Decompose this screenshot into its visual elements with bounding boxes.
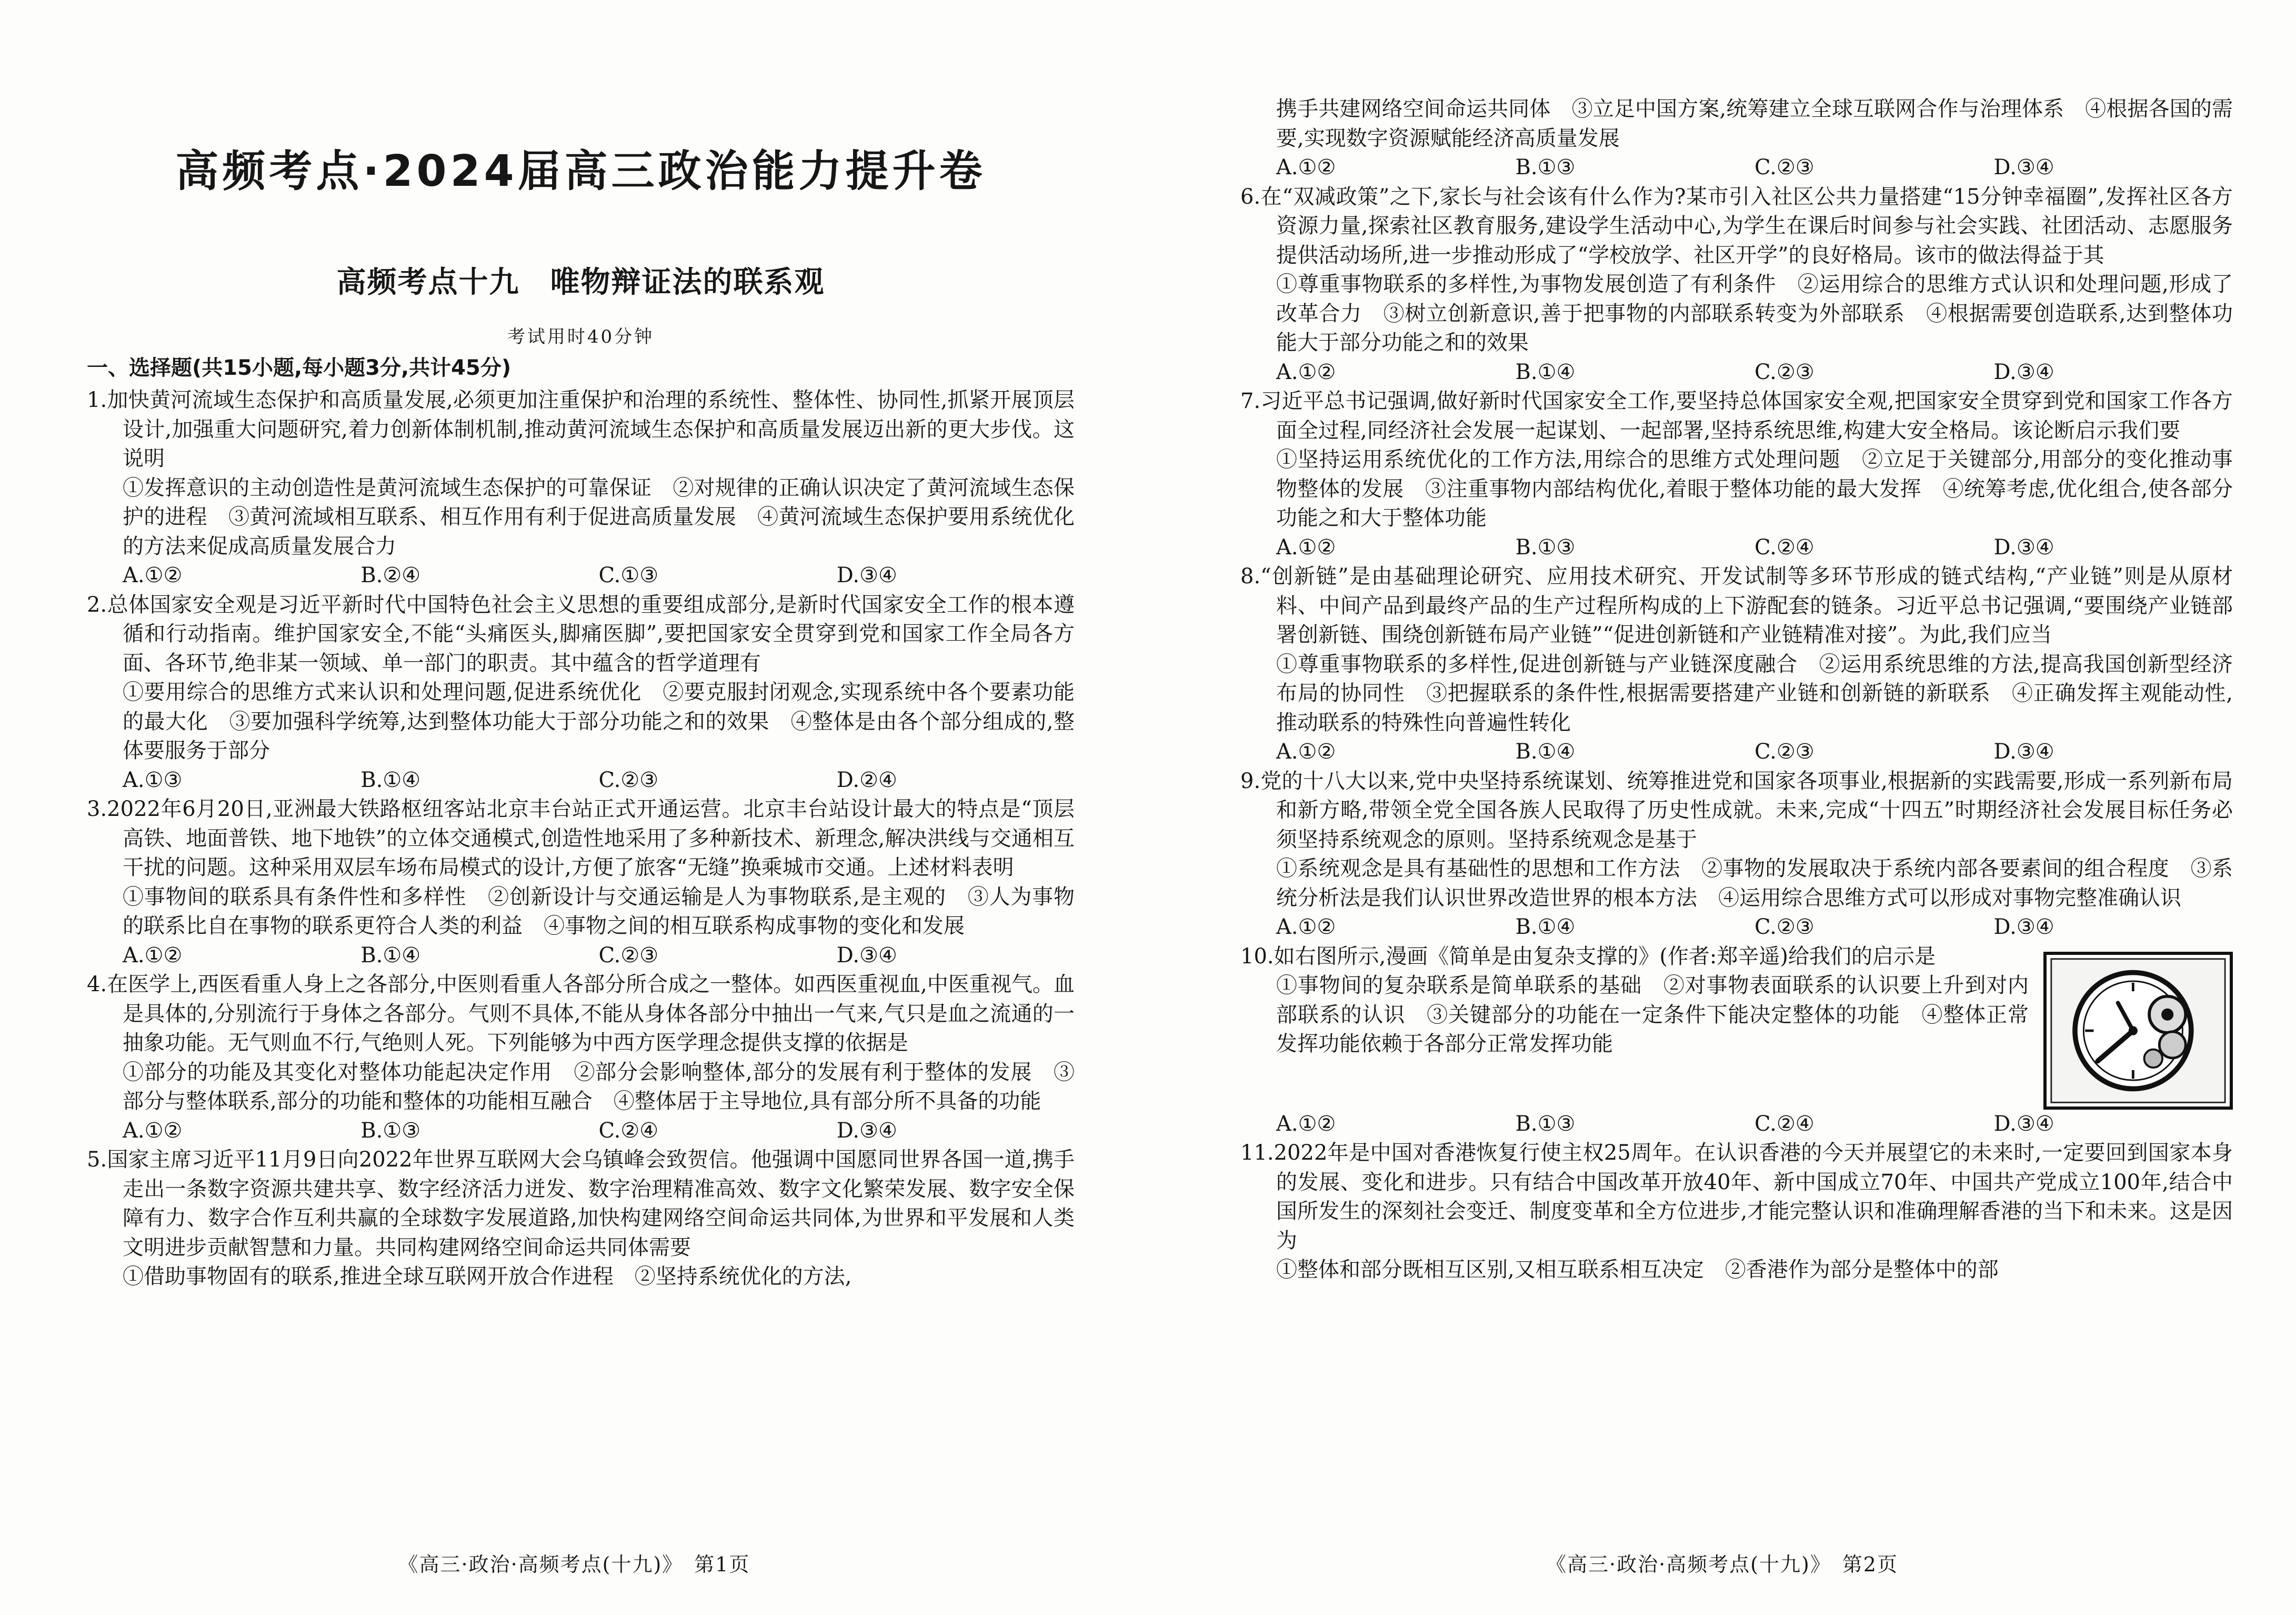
question-statements: ①整体和部分既相互区别,又相互联系相互决定 ②香港作为部分是整体中的部 <box>1276 1258 1999 1282</box>
option-c: C.②③ <box>598 767 659 792</box>
question-stem: 10.如右图所示,漫画《简单是由复杂支撑的》(作者:郑辛遥)给我们的启示是 <box>1240 944 1936 969</box>
option-d: D.③④ <box>836 563 897 587</box>
answer-options <box>1240 533 2233 563</box>
page-footer: 《高三·政治·高频考点(十九)》 第1页 <box>398 1553 750 1576</box>
option-b: B.①④ <box>1515 740 1576 764</box>
option-d: D.③④ <box>836 943 897 968</box>
question-3 <box>87 795 1075 970</box>
option-a: A.①② <box>123 563 183 587</box>
option-b: B.①④ <box>360 767 421 792</box>
option-b: B.①③ <box>1515 535 1576 560</box>
answer-options <box>1240 913 2233 942</box>
question-10-body <box>1240 942 2233 1110</box>
option-a: A.①② <box>123 943 183 968</box>
option-d: D.②④ <box>836 767 897 792</box>
option-d: D.③④ <box>1993 360 2054 384</box>
option-a: A.①② <box>1276 360 1336 384</box>
option-a: A.①② <box>1276 740 1336 764</box>
option-d: D.③④ <box>1993 1111 2054 1136</box>
option-d: D.③④ <box>1993 155 2054 180</box>
option-c: C.②③ <box>1754 915 1814 939</box>
question-stem: 8.“创新链”是由基础理论研究、应用技术研究、开发试制等多环节形成的链式结构,“产业链”则是从原材料、中间产品到最终产品的生产过程所构成的上下游配套的链条。习近平总书记强调,“要围绕产业链部署创新链、围绕创新链布局产业链”“促进创新链和产业链精准对接”。为此,我们应当 <box>1240 564 2233 647</box>
option-a: A.①② <box>123 1118 183 1143</box>
answer-options <box>87 766 1075 795</box>
question-statements: ①发挥意识的主动创造性是黄河流域生态保护的可靠保证 ②对规律的正确认识决定了黄河流域生态保护的进程 ③黄河流域相互联系、相互作用有利于促进高质量发展 ④黄河流域生态保护要用系统优化的方法来促成高质量发展合力 <box>123 475 1075 559</box>
question-statements: 携手共建网络空间命运共同体 ③立足中国方案,统筹建立全球互联网合作与治理体系 ④根据各国的需要,实现数字资源赋能经济高质量发展 <box>1276 97 2233 151</box>
option-d: D.③④ <box>1993 915 2054 939</box>
question-5 <box>87 1145 1075 1292</box>
option-b: B.①③ <box>360 1118 421 1143</box>
question-stem: 5.国家主席习近平11月9日向2022年世界互联网大会乌镇峰会致贺信。他强调中国愿同世界各国一道,携手走出一条数字资源共建共享、数字经济活力迸发、数字治理精准高效、数字文化繁荣发展、数字安全保障有力、数字合作互利共赢的全球数字发展道路,加快构建网络空间命运共同体,为世界和平发展和人类文明进步贡献智慧和力量。共同构建网络空间命运共同体需要 <box>87 1148 1075 1260</box>
question-statements: ①尊重事物联系的多样性,促进创新链与产业链深度融合 ②运用系统思维的方法,提高我国创新型经济布局的协同性 ③把握联系的条件性,根据需要搭建产业链和创新链的新联系 ④正确发挥主观能动性,推动联系的特殊性向普遍性转化 <box>1276 652 2233 735</box>
question-stem: 7.习近平总书记强调,做好新时代国家安全工作,要坚持总体国家安全观,把国家安全贯穿到党和国家工作各方面全过程,同经济社会发展一起谋划、一起部署,坚持系统思维,构建大安全格局。该论断启示我们要 <box>1240 389 2233 443</box>
option-b: B.①④ <box>1515 360 1576 384</box>
option-d: D.③④ <box>1993 535 2054 560</box>
question-5-continued <box>1240 95 2233 183</box>
option-b: B.②④ <box>360 563 421 587</box>
answer-options <box>1240 737 2233 767</box>
question-statements: ①尊重事物联系的多样性,为事物发展创造了有利条件 ②运用综合的思维方式认识和处理问题,形成了改革合力 ③树立创新意识,善于把事物的内部联系转变为外部联系 ④根据需要创造联系,达到整体功能大于部分功能之和的效果 <box>1276 272 2233 355</box>
answer-options <box>87 1116 1075 1146</box>
question-1 <box>87 386 1075 591</box>
answer-options <box>1240 1110 2233 1139</box>
question-statements: ①借助事物固有的联系,推进全球互联网开放合作进程 ②坚持系统优化的方法, <box>123 1264 852 1289</box>
question-stem: 1.加快黄河流域生态保护和高质量发展,必须更加注重保护和治理的系统性、整体性、协同性,抓紧开展顶层设计,加强重大问题研究,着力创新体制机制,推动黄河流域生态保护和高质量发展迈出新的更大步伐。这说明 <box>87 388 1075 471</box>
answer-options <box>1240 358 2233 387</box>
page-2 <box>1148 0 2296 1615</box>
question-stem: 2.总体国家安全观是习近平新时代中国特色社会主义思想的重要组成部分,是新时代国家安全工作的根本遵循和行动指南。维护国家安全,不能“头痛医头,脚痛医脚”,要把国家安全贯穿到党和国家工作全局各方面、各环节,绝非某一领域、单一部门的职责。其中蕴含的哲学道理有 <box>87 592 1075 675</box>
question-9 <box>1240 767 2233 942</box>
topic-subtitle: 高频考点十九 唯物辩证法的联系观 <box>336 265 825 300</box>
question-10 <box>1240 942 2233 1139</box>
option-b: B.①④ <box>360 943 421 968</box>
question-stem: 6.在“双减政策”之下,家长与社会该有什么作为?某市引入社区公共力量搭建“15分钟幸福圈”,发挥社区各方资源力量,探索社区教育服务,建设学生活动中心,为学生在课后时间参与社会实践、社团活动、志愿服务提供活动场所,进一步推动形成了“学校放学、社区开学”的良好格局。该市的做法得益于其 <box>1240 184 2233 267</box>
option-c: C.②③ <box>1754 740 1814 764</box>
answer-options <box>1240 153 2233 183</box>
clock-gears-icon <box>2047 955 2230 1106</box>
option-a: A.①② <box>1276 915 1336 939</box>
answer-options <box>87 941 1075 971</box>
question-stem: 9.党的十八大以来,党中央坚持系统谋划、统筹推进党和国家各项事业,根据新的实践需要,形成一系列新布局和新方略,带领全党全国各族人民取得了历史性成就。未来,完成“十四五”时期经济社会发展目标任务必须坚持系统观念的原则。坚持系统观念是基于 <box>1240 769 2233 852</box>
option-a: A.①② <box>1276 155 1336 180</box>
option-b: B.①③ <box>1515 155 1576 180</box>
question-2 <box>87 591 1075 795</box>
question-statements: ①事物间的联系具有条件性和多样性 ②创新设计与交通运输是人为事物联系,是主观的 ③人为事物的联系比自在事物的联系更符合人类的利益 ④事物之间的相互联系构成事物的变化和发展 <box>123 884 1075 938</box>
question-stem: 11.2022年是中国对香港恢复行使主权25周年。在认识香港的今天并展望它的未来时,一定要回到国家本身的发展、变化和进步。只有结合中国改革开放40年、新中国成立70年、中国共产党成立100年,结合中国所发生的深刻社会变迁、制度变革和全方位进步,才能完整认识和准确理解香港的当下和未来。这是因为 <box>1240 1141 2233 1253</box>
option-a: A.①② <box>1276 1111 1336 1136</box>
question-7 <box>1240 387 2233 562</box>
question-10-text <box>1240 942 2029 1059</box>
option-a: A.①③ <box>123 767 183 792</box>
question-6 <box>1240 183 2233 387</box>
question-4 <box>87 970 1075 1145</box>
question-8 <box>1240 562 2233 767</box>
option-c: C.②④ <box>1754 535 1814 560</box>
paper-title: 高频考点·2024届高三政治能力提升卷 <box>175 146 986 196</box>
option-b: B.①③ <box>1515 1111 1576 1136</box>
section-heading: 一、选择题(共15小题,每小题3分,共计45分) <box>87 356 512 380</box>
question-statements: ①事物间的复杂联系是简单联系的基础 ②对事物表面联系的认识要上升到对内部联系的认识 ③关键部分的功能在一定条件下能决定整体的功能 ④整体正常发挥功能依赖于各部分正常发挥功能 <box>1276 973 2029 1056</box>
option-d: D.③④ <box>1993 740 2054 764</box>
question-statements: ①部分的功能及其变化对整体功能起决定作用 ②部分会影响整体,部分的发展有利于整体的发展 ③部分与整体联系,部分的功能和整体的功能相互融合 ④整体居于主导地位,具有部分所不具备的功能 <box>123 1060 1075 1113</box>
question-stem: 4.在医学上,西医看重人身上之各部分,中医则看重人各部分所合成之一整体。如西医重视血,中医重视气。血是具体的,分别流行于身体之各部分。气则不具体,不能从身体各部分中抽出一气来,气只是血之流通的一抽象功能。无气则血不行,气绝则人死。下列能够为中西方医学理念提供支撑的依据是 <box>87 972 1075 1055</box>
question-statements: ①系统观念是具有基础性的思想和工作方法 ②事物的发展取决于系统内部各要素间的组合程度 ③系统分析法是我们认识世界改造世界的根本方法 ④运用综合思维方式可以形成对事物完整准确认识 <box>1276 856 2233 910</box>
option-a: A.①② <box>1276 535 1336 560</box>
option-c: C.①③ <box>598 563 659 587</box>
option-c: C.②③ <box>1754 360 1814 384</box>
cartoon-clock-illustration <box>2043 952 2233 1110</box>
option-c: C.②④ <box>1754 1111 1814 1136</box>
question-statements: ①坚持运用系统优化的工作方法,用综合的思维方式处理问题 ②立足于关键部分,用部分的变化推动事物整体的发展 ③注重事物内部结构优化,着眼于整体功能的最大发挥 ④统筹考虑,优化组合,使各部分功能之和大于整体功能 <box>1276 447 2233 530</box>
option-d: D.③④ <box>836 1118 897 1143</box>
option-b: B.①④ <box>1515 915 1576 939</box>
option-c: C.②③ <box>598 943 659 968</box>
question-11 <box>1240 1139 2233 1285</box>
option-c: C.②④ <box>598 1118 659 1143</box>
option-c: C.②③ <box>1754 155 1814 180</box>
page-footer: 《高三·政治·高频考点(十九)》 第2页 <box>1546 1553 1898 1576</box>
question-statements: ①要用综合的思维方式来认识和处理问题,促进系统优化 ②要克服封闭观念,实现系统中各个要素功能的最大化 ③要加强科学统筹,达到整体功能大于部分功能之和的效果 ④整体是由各个部分组成的,整体要服务于部分 <box>123 680 1075 763</box>
answer-options <box>87 561 1075 591</box>
exam-time: 考试用时40分钟 <box>507 326 655 347</box>
question-stem: 3.2022年6月20日,亚洲最大铁路枢纽客站北京丰台站正式开通运营。北京丰台站设计最大的特点是“顶层高铁、地面普铁、地下地铁”的立体交通模式,创造性地采用了多种新技术、新理念,解决洪线与交通相互干扰的问题。这种采用双层车场布局模式的设计,方便了旅客“无缝”换乘城市交通。上述材料表明 <box>87 797 1075 880</box>
